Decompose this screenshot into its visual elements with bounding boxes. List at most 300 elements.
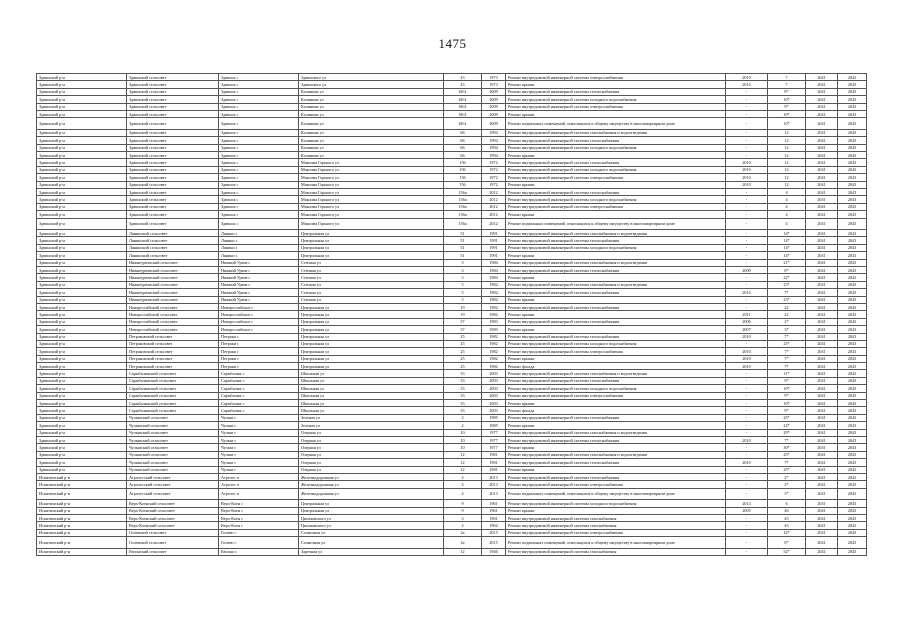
plan-start-cell: 2041 (806, 355, 838, 362)
work-type-cell: Ремонт внутридомовой инженерной системы электроснабжения (506, 203, 726, 210)
wear-cell: 2* (768, 481, 806, 488)
district-cell: Здвинский р-н (37, 414, 127, 421)
table-row (37, 211, 867, 218)
settlement-cell: Здвинск с (219, 74, 299, 81)
settlement-cell: Здвинск с (219, 196, 299, 203)
build-year-cell: 1994 (482, 137, 506, 144)
house-number-cell: 12 (444, 459, 482, 466)
street-cell: Максима Горького ул (299, 196, 444, 203)
wear-cell: 12 (768, 129, 806, 136)
district-cell: Искитимский р-н (37, 529, 127, 536)
district-cell: Здвинский р-н (37, 181, 127, 188)
municipality-cell: Чулымский сельсовет (127, 422, 219, 429)
street-cell: Калинина ул (299, 152, 444, 159)
settlement-cell: Здвинск с (219, 218, 299, 230)
plan-start-cell: 2041 (806, 144, 838, 151)
build-year-cell: 1982 (482, 296, 506, 303)
build-year-cell: 1984 (482, 274, 506, 281)
plan-end-cell: 2043 (838, 422, 867, 429)
settlement-cell: Сарыбалык с (219, 407, 299, 414)
settlement-cell: Сарыбалык с (219, 385, 299, 392)
wear-cell: 12 (768, 159, 806, 166)
plan-start-cell: 2041 (806, 137, 838, 144)
build-year-cell: 1994 (482, 144, 506, 151)
build-year-cell: 1983 (482, 318, 506, 325)
table-row (37, 289, 867, 296)
page-number: 1475 (438, 36, 467, 51)
wear-cell: 9* (768, 392, 806, 399)
wear-cell: 10* (768, 96, 806, 103)
table-row (37, 459, 867, 466)
street-cell: Школьная ул (299, 377, 444, 384)
settlement-cell: Новороссийское с (219, 311, 299, 318)
house-number-cell: 33 (444, 400, 482, 407)
work-type-cell: Ремонт внутридомовой инженерной системы теплоснабжения (506, 473, 726, 480)
house-number-cell: 156а (444, 218, 482, 230)
house-number-cell: 25 (444, 333, 482, 340)
work-type-cell: Ремонт внутридомовой инженерной системы газоснабжения и водоотведения (506, 281, 726, 288)
work-type-cell: Ремонт крыши (506, 110, 726, 117)
municipality-cell: Здвинский сельсовет (127, 96, 219, 103)
district-cell: Здвинский р-н (37, 196, 127, 203)
table-row (37, 259, 867, 266)
plan-start-cell: 2041 (806, 152, 838, 159)
build-year-cell: 1985 (482, 414, 506, 421)
plan-start-cell: 2041 (806, 514, 838, 521)
wear-cell: 25* (768, 340, 806, 347)
build-year-cell: 2003 (482, 400, 506, 407)
house-number-cell: 60/4 (444, 103, 482, 110)
work-type-cell: Ремонт внутридомовой инженерной системы теплоснабжения (506, 237, 726, 244)
plan-start-cell: 2041 (806, 203, 838, 210)
street-cell: Здвинского ул (299, 74, 444, 81)
table-row (37, 407, 867, 414)
house-number-cell: 51 (444, 244, 482, 251)
build-year-cell: 1982 (482, 311, 506, 318)
plan-start-cell: 2041 (806, 266, 838, 273)
house-number-cell: 10 (444, 429, 482, 436)
municipality-cell: Здвинский сельсовет (127, 74, 219, 81)
house-number-cell: 2 (444, 422, 482, 429)
street-cell: Циолковского ул (299, 522, 444, 529)
wear-cell: 7 (768, 81, 806, 88)
street-cell: Максима Горького ул (299, 203, 444, 210)
work-type-cell: Ремонт внутридомовой инженерной системы газоснабжения (506, 522, 726, 529)
district-cell: Здвинский р-н (37, 392, 127, 399)
plan-end-cell: 2043 (838, 444, 867, 451)
settlement-cell: Петраки с (219, 355, 299, 362)
street-cell: Озерная ул (299, 444, 444, 451)
build-year-cell: 2009 (482, 96, 506, 103)
plan-start-cell: 2041 (806, 274, 838, 281)
table-row (37, 333, 867, 340)
municipality-cell: Гилевский сельсовет (127, 537, 219, 549)
build-year-cell: 2012 (482, 188, 506, 195)
district-cell: Здвинский р-н (37, 203, 127, 210)
district-cell: Здвинский р-н (37, 422, 127, 429)
plan-start-cell: 2041 (806, 400, 838, 407)
district-cell: Искитимский р-н (37, 507, 127, 514)
street-cell: Калинина ул (299, 144, 444, 151)
wear-cell: 10* (768, 385, 806, 392)
build-year-cell: 1977 (482, 429, 506, 436)
wear-cell: 22 (768, 311, 806, 318)
district-cell: Здвинский р-н (37, 152, 127, 159)
last-repair-year-cell: - (726, 88, 768, 95)
last-repair-year-cell: - (726, 281, 768, 288)
wear-cell: 6 (768, 500, 806, 507)
table-row (37, 529, 867, 536)
district-cell: Здвинский р-н (37, 466, 127, 473)
last-repair-year-cell: - (726, 429, 768, 436)
wear-cell: 12 (768, 166, 806, 173)
plan-end-cell: 2043 (838, 385, 867, 392)
district-cell: Здвинский р-н (37, 244, 127, 251)
district-cell: Здвинский р-н (37, 110, 127, 117)
district-cell: Здвинский р-н (37, 318, 127, 325)
table-row (37, 274, 867, 281)
plan-end-cell: 2043 (838, 311, 867, 318)
settlement-cell: Здвинск с (219, 203, 299, 210)
plan-end-cell: 2043 (838, 436, 867, 443)
settlement-cell: Здвинск с (219, 188, 299, 195)
district-cell: Здвинский р-н (37, 355, 127, 362)
settlement-cell: Гилево с (219, 537, 299, 549)
plan-start-cell: 2041 (806, 537, 838, 549)
last-repair-year-cell: - (726, 296, 768, 303)
municipality-cell: Сарыбалыкский сельсовет (127, 400, 219, 407)
street-cell: Железнодорожная ул (299, 473, 444, 480)
build-year-cell: 1946 (482, 548, 506, 555)
build-year-cell: 1991 (482, 230, 506, 237)
last-repair-year-cell: - (726, 152, 768, 159)
work-type-cell: Ремонт внутридомовой инженерной системы холодного водоснабжения (506, 166, 726, 173)
settlement-cell: Здвинск с (219, 137, 299, 144)
build-year-cell: 1977 (482, 436, 506, 443)
last-repair-year-cell: 2007 (726, 326, 768, 333)
municipality-cell: Сарыбалыкский сельсовет (127, 407, 219, 414)
district-cell: Здвинский р-н (37, 296, 127, 303)
house-number-cell: 156 (444, 166, 482, 173)
build-year-cell: 1994 (482, 152, 506, 159)
table-row (37, 473, 867, 480)
plan-start-cell: 2041 (806, 488, 838, 500)
plan-end-cell: 2043 (838, 196, 867, 203)
settlement-cell: Гилево с (219, 529, 299, 536)
street-cell: Центральная ул (299, 244, 444, 251)
street-cell: Школьная ул (299, 392, 444, 399)
house-number-cell: 51 (444, 252, 482, 259)
work-type-cell: Ремонт внутридомовой инженерной системы холодного водоснабжения (506, 385, 726, 392)
last-repair-year-cell: - (726, 444, 768, 451)
table-row (37, 326, 867, 333)
street-cell: Калинина ул (299, 96, 444, 103)
build-year-cell: 1982 (482, 289, 506, 296)
municipality-cell: Петраковский сельсовет (127, 348, 219, 355)
plan-end-cell: 2043 (838, 96, 867, 103)
municipality-cell: Нижнеурюмский сельсовет (127, 281, 219, 288)
build-year-cell: 1961 (482, 507, 506, 514)
house-number-cell: 66 (444, 137, 482, 144)
wear-cell: 9* (768, 103, 806, 110)
district-cell: Здвинский р-н (37, 81, 127, 88)
street-cell: Центральная ул (299, 252, 444, 259)
district-cell: Здвинский р-н (37, 289, 127, 296)
plan-start-cell: 2041 (806, 259, 838, 266)
work-type-cell: Ремонт подвальных помещений, относящихся к общему имуществу в многоквартирном доме (506, 118, 726, 130)
wear-cell: 29* (768, 429, 806, 436)
table-row (37, 548, 867, 555)
table-row (37, 110, 867, 117)
build-year-cell: 1982 (482, 348, 506, 355)
wear-cell: 23* (768, 281, 806, 288)
house-number-cell: 25 (444, 363, 482, 370)
build-year-cell: 1961 (482, 514, 506, 521)
table-row (37, 488, 867, 500)
district-cell: Искитимский р-н (37, 522, 127, 529)
table-row (37, 296, 867, 303)
work-type-cell: Ремонт внутридомовой инженерной системы электроснабжения (506, 174, 726, 181)
plan-start-cell: 2041 (806, 363, 838, 370)
plan-end-cell: 2043 (838, 118, 867, 130)
plan-end-cell: 2043 (838, 244, 867, 251)
house-number-cell: 33 (444, 370, 482, 377)
plan-end-cell: 2043 (838, 181, 867, 188)
plan-end-cell: 2043 (838, 522, 867, 529)
municipality-cell: Евсинский сельсовет (127, 548, 219, 555)
work-type-cell: Ремонт внутридомовой инженерной системы холодного водоснабжения (506, 244, 726, 251)
plan-end-cell: 2043 (838, 355, 867, 362)
plan-start-cell: 2041 (806, 326, 838, 333)
last-repair-year-cell: - (726, 377, 768, 384)
street-cell: Солнечная ул (299, 529, 444, 536)
work-type-cell: Ремонт внутридомовой инженерной системы теплоснабжения (506, 414, 726, 421)
municipality-cell: Петраковский сельсовет (127, 333, 219, 340)
municipality-cell: Верх-Коенский сельсовет (127, 507, 219, 514)
table-row (37, 303, 867, 310)
district-cell: Здвинский р-н (37, 237, 127, 244)
build-year-cell: 2015 (482, 537, 506, 549)
build-year-cell: 1985 (482, 422, 506, 429)
table-row (37, 400, 867, 407)
build-year-cell: 1962 (482, 522, 506, 529)
plan-end-cell: 2043 (838, 218, 867, 230)
municipality-cell: Верх-Коенский сельсовет (127, 522, 219, 529)
district-cell: Здвинский р-н (37, 444, 127, 451)
municipality-cell: Лянинский сельсовет (127, 237, 219, 244)
street-cell: Максима Горького ул (299, 181, 444, 188)
plan-start-cell: 2041 (806, 318, 838, 325)
district-cell: Здвинский р-н (37, 385, 127, 392)
wear-cell: 14* (768, 244, 806, 251)
last-repair-year-cell: 2010 (726, 159, 768, 166)
wear-cell: 12 (768, 137, 806, 144)
table-row (37, 348, 867, 355)
house-number-cell: 33 (444, 407, 482, 414)
municipality-cell: Нижнеурюмский сельсовет (127, 296, 219, 303)
last-repair-year-cell: 2010 (726, 348, 768, 355)
work-type-cell: Ремонт внутридомовой инженерной системы теплоснабжения (506, 303, 726, 310)
work-type-cell: Ремонт крыши (506, 274, 726, 281)
street-cell: Калинина ул (299, 129, 444, 136)
plan-end-cell: 2043 (838, 103, 867, 110)
build-year-cell: 1982 (482, 303, 506, 310)
house-number-cell: 4 (444, 522, 482, 529)
street-cell: Центральная ул (299, 507, 444, 514)
settlement-cell: Здвинск с (219, 88, 299, 95)
last-repair-year-cell: - (726, 340, 768, 347)
settlement-cell: Верх-Коен с (219, 514, 299, 521)
table-row (37, 363, 867, 370)
settlement-cell: Нижний Урюм с (219, 281, 299, 288)
district-cell: Здвинский р-н (37, 407, 127, 414)
last-repair-year-cell: - (726, 370, 768, 377)
build-year-cell: 1973 (482, 74, 506, 81)
last-repair-year-cell: - (726, 103, 768, 110)
table-row (37, 129, 867, 136)
wear-cell: 8* (768, 537, 806, 549)
table-row (37, 266, 867, 273)
house-number-cell: 156 (444, 159, 482, 166)
wear-cell: 25* (768, 414, 806, 421)
settlement-cell: Здвинск с (219, 118, 299, 130)
table-row (37, 144, 867, 151)
street-cell: Зеленая ул (299, 422, 444, 429)
district-cell: Здвинский р-н (37, 348, 127, 355)
work-type-cell: Ремонт внутридомовой инженерной системы электроснабжения (506, 103, 726, 110)
settlement-cell: Лянино с (219, 244, 299, 251)
wear-cell: 12 (768, 174, 806, 181)
plan-end-cell: 2043 (838, 529, 867, 536)
table-row (37, 81, 867, 88)
work-type-cell: Ремонт крыши (506, 252, 726, 259)
house-number-cell: 3 (444, 514, 482, 521)
settlement-cell: Сарыбалык с (219, 400, 299, 407)
plan-end-cell: 2043 (838, 348, 867, 355)
street-cell: Озерная ул (299, 451, 444, 458)
wear-cell: 22 (768, 303, 806, 310)
build-year-cell: 2003 (482, 377, 506, 384)
wear-cell: 10* (768, 118, 806, 130)
plan-start-cell: 2041 (806, 289, 838, 296)
table-row (37, 514, 867, 521)
last-repair-year-cell: - (726, 488, 768, 500)
plan-start-cell: 2041 (806, 196, 838, 203)
wear-cell: 12 (768, 144, 806, 151)
build-year-cell: 1984 (482, 259, 506, 266)
last-repair-year-cell: - (726, 422, 768, 429)
street-cell: Калинина ул (299, 103, 444, 110)
district-cell: Здвинский р-н (37, 88, 127, 95)
build-year-cell: 2012 (482, 218, 506, 230)
house-number-cell: 5 (444, 296, 482, 303)
plan-start-cell: 2041 (806, 414, 838, 421)
plan-start-cell: 2041 (806, 436, 838, 443)
municipality-cell: Нижнеурюмский сельсовет (127, 259, 219, 266)
municipality-cell: Петраковский сельсовет (127, 355, 219, 362)
plan-start-cell: 2041 (806, 159, 838, 166)
last-repair-year-cell: - (726, 211, 768, 218)
build-year-cell: 2009 (482, 88, 506, 95)
house-number-cell: 19 (444, 311, 482, 318)
plan-start-cell: 2041 (806, 429, 838, 436)
table-row (37, 522, 867, 529)
build-year-cell: 2003 (482, 407, 506, 414)
plan-end-cell: 2043 (838, 514, 867, 521)
plan-end-cell: 2043 (838, 159, 867, 166)
plan-start-cell: 2041 (806, 500, 838, 507)
plan-start-cell: 2041 (806, 103, 838, 110)
municipality-cell: Здвинский сельсовет (127, 103, 219, 110)
wear-cell: 2* (768, 473, 806, 480)
house-number-cell: 156а (444, 196, 482, 203)
plan-end-cell: 2043 (838, 174, 867, 181)
build-year-cell: 2009 (482, 118, 506, 130)
wear-cell: 4 (768, 188, 806, 195)
district-cell: Здвинский р-н (37, 137, 127, 144)
municipality-cell: Нижнеурюмский сельсовет (127, 289, 219, 296)
settlement-cell: Здвинск с (219, 103, 299, 110)
table-row (37, 311, 867, 318)
plan-end-cell: 2043 (838, 481, 867, 488)
wear-cell: 7* (768, 333, 806, 340)
street-cell: Степная ул (299, 296, 444, 303)
street-cell: Калинина ул (299, 88, 444, 95)
work-type-cell: Ремонт фасада (506, 407, 726, 414)
street-cell: Железнодорожная ул (299, 488, 444, 500)
last-repair-year-cell: - (726, 218, 768, 230)
street-cell: Озерная ул (299, 459, 444, 466)
build-year-cell: 2013 (482, 488, 506, 500)
wear-cell: 14* (768, 230, 806, 237)
municipality-cell: Здвинский сельсовет (127, 196, 219, 203)
wear-cell: 45 (768, 514, 806, 521)
municipality-cell: Новороссийский сельсовет (127, 311, 219, 318)
municipality-cell: Чулымский сельсовет (127, 451, 219, 458)
table-row (37, 174, 867, 181)
plan-start-cell: 2041 (806, 459, 838, 466)
plan-start-cell: 2041 (806, 348, 838, 355)
table-row (37, 166, 867, 173)
plan-end-cell: 2043 (838, 363, 867, 370)
build-year-cell: 1981 (482, 466, 506, 473)
work-type-cell: Ремонт крыши (506, 326, 726, 333)
build-year-cell: 1983 (482, 326, 506, 333)
district-cell: Здвинский р-н (37, 340, 127, 347)
plan-end-cell: 2043 (838, 296, 867, 303)
build-year-cell: 1991 (482, 244, 506, 251)
district-cell: Искитимский р-н (37, 473, 127, 480)
municipality-cell: Здвинский сельсовет (127, 159, 219, 166)
table-body (37, 74, 867, 556)
build-year-cell: 2015 (482, 529, 506, 536)
municipality-cell: Здвинский сельсовет (127, 218, 219, 230)
wear-cell: 22* (768, 274, 806, 281)
table-row (37, 436, 867, 443)
build-year-cell: 1982 (482, 333, 506, 340)
wear-cell: 4 (768, 218, 806, 230)
district-cell: Здвинский р-н (37, 118, 127, 130)
plan-end-cell: 2043 (838, 274, 867, 281)
table-row (37, 481, 867, 488)
settlement-cell: Сарыбалык с (219, 392, 299, 399)
settlement-cell: Здвинск с (219, 174, 299, 181)
work-type-cell: Ремонт внутридомовой инженерной системы газоснабжения (506, 548, 726, 555)
municipality-cell: Здвинский сельсовет (127, 166, 219, 173)
table-row (37, 377, 867, 384)
wear-cell: 14* (768, 252, 806, 259)
house-number-cell: 4 (444, 481, 482, 488)
